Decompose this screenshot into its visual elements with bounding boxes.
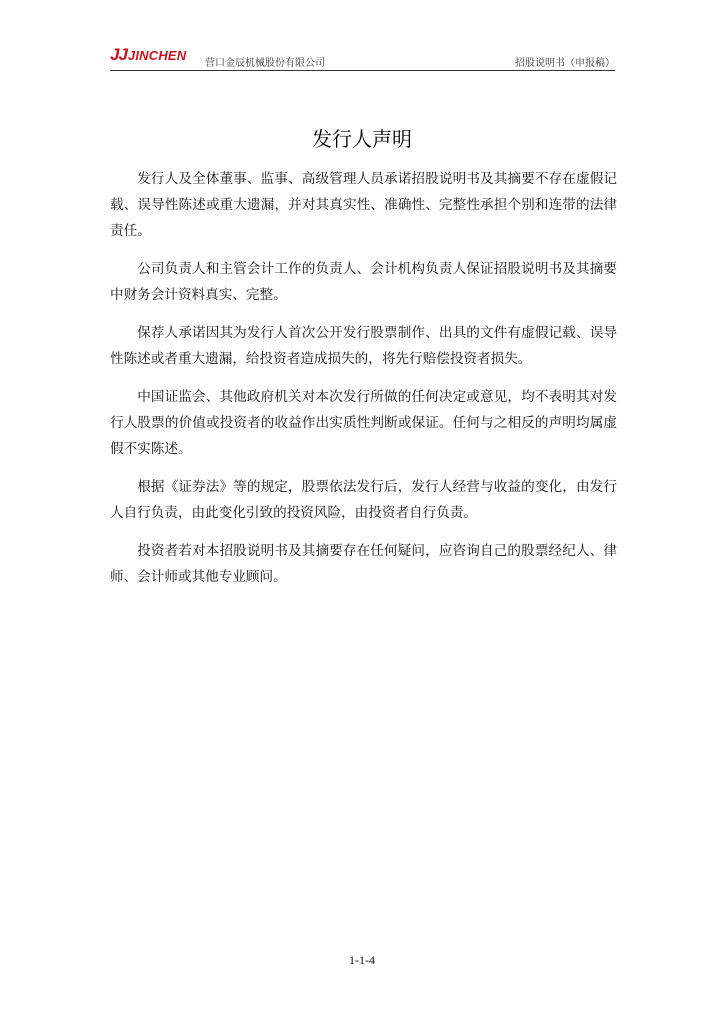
- header-document-label: 招股说明书（申报稿）: [515, 58, 615, 69]
- paragraph-4: 中国证监会、其他政府机关对本次发行所做的任何决定或意见，均不表明其对发行人股票的价值或投资者的收益作出实质性判断或保证。任何与之相反的声明均属虚假不实陈述。: [110, 389, 617, 457]
- page-title: 发行人声明: [312, 127, 412, 151]
- page-number: 1-1-4: [349, 953, 375, 967]
- page-header: [110, 44, 615, 71]
- paragraph-2: 公司负责人和主管会计工作的负责人、会计机构负责人保证招股说明书及其摘要中财务会计资料真实、完整。: [110, 261, 617, 303]
- paragraph-1: 发行人及全体董事、监事、高级管理人员承诺招股说明书及其摘要不存在虚假记载、误导性陈述或重大遗漏，并对其真实性、准确性、完整性承担个别和连带的法律责任。: [110, 171, 617, 239]
- paragraph-6: 投资者若对本招股说明书及其摘要存在任何疑问，应咨询自己的股票经纪人、律师、会计师或其他专业顾问。: [110, 543, 617, 585]
- paragraph-5: 根据《证券法》等的规定，股票依法发行后，发行人经营与收益的变化，由发行人自行负责，由此变化引致的投资风险，由投资者自行负责。: [110, 479, 617, 521]
- header-company-name: 营口金辰机械股份有限公司: [205, 58, 325, 69]
- company-logo: [110, 44, 186, 66]
- declaration-body: [110, 166, 617, 602]
- logo-mark: JJ: [110, 45, 127, 64]
- paragraph-3: 保荐人承诺因其为发行人首次公开发行股票制作、出具的文件有虚假记载、误导性陈述或者重大遗漏，给投资者造成损失的，将先行赔偿投资者损失。: [110, 325, 617, 367]
- logo-wordmark: JINCHEN: [127, 47, 187, 63]
